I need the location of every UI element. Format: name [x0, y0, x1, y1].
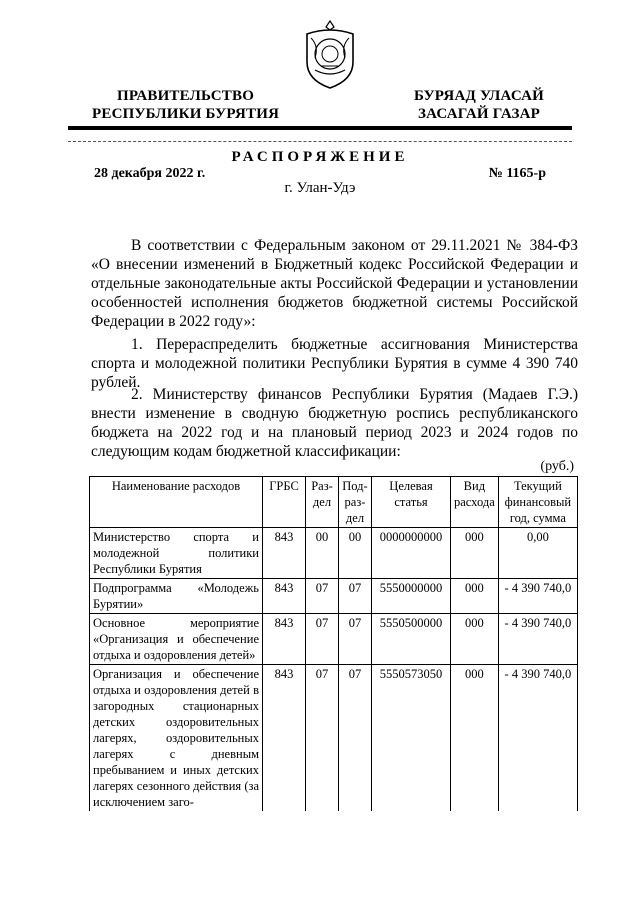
- row-summa: - 4 390 740,0: [498, 579, 577, 614]
- row-name: Основное мероприятие «Организация и обеспечение отдыха и оздоровления детей»: [90, 614, 263, 665]
- government-name-buryat: [414, 87, 544, 123]
- header-dotted-rule: [68, 141, 572, 142]
- government-name-line2: РЕСПУБЛИКИ БУРЯТИЯ: [92, 106, 280, 122]
- row-grbs: 843: [263, 614, 306, 665]
- clause-1-paragraph: 1. Перераспределить бюджетные ассигнования Министерства спорта и молодежной политики Республики Бурятия в сумме 4 390 740 рублей.: [91, 336, 578, 391]
- row-statya: 5550000000: [372, 579, 451, 614]
- government-name-russian: [92, 87, 279, 123]
- table-row: [90, 579, 578, 614]
- table-row: [90, 614, 578, 665]
- government-name-buryat-line1: БУРЯАД УЛАСАЙ: [414, 88, 545, 104]
- row-vid: 000: [451, 579, 499, 614]
- row-podrazdel: 00: [339, 528, 372, 579]
- row-name: Подпрограмма «Молодежь Бурятии»: [90, 579, 263, 614]
- document-title: РАСПОРЯЖЕНИЕ: [231, 149, 409, 165]
- document-date: 28 декабря 2022 г.: [94, 166, 206, 181]
- table-row: [90, 528, 578, 579]
- row-razdel: 07: [306, 665, 339, 812]
- preamble-paragraph: В соответствии с Федеральным законом от 29.11.2021 № 384-ФЗ «О внесении изменений в Бюджетный кодекс Российской Федерации и отдельные законодательные акты Российской Федерации и установлении особенностей исполнения бюджетов бюджетной системы Российской Федерации в 2022 году»:: [91, 237, 578, 330]
- currency-unit: (руб.): [540, 459, 574, 474]
- document-number: № 1165-р: [488, 166, 546, 181]
- row-podrazdel: 07: [339, 665, 372, 812]
- row-vid: 000: [451, 665, 499, 812]
- clause-2-paragraph: 2. Министерству финансов Республики Бурятия (Мадаев Г.Э.) внести изменение в сводную бюджетную роспись республиканского бюджета на 2022 год и на плановый период 2023 и 2024 годов по следующим кодам бюджетной классификации:: [91, 386, 578, 460]
- row-razdel: 00: [306, 528, 339, 579]
- row-podrazdel: 07: [339, 579, 372, 614]
- header-grbs: ГРБС: [263, 477, 306, 528]
- row-statya: 0000000000: [372, 528, 451, 579]
- header-name: Наименование расходов: [90, 477, 263, 528]
- row-summa: - 4 390 740,0: [498, 665, 577, 812]
- row-name: Министерство спорта и молодежной политики Республики Бурятия: [90, 528, 263, 579]
- document-city: г. Улан-Удэ: [284, 180, 356, 196]
- coat-of-arms-emblem: [299, 18, 361, 90]
- row-statya: 5550573050: [372, 665, 451, 812]
- government-name-buryat-line2: ЗАСАГАЙ ГАЗАР: [418, 106, 540, 122]
- row-summa: - 4 390 740,0: [498, 614, 577, 665]
- header-rule: [68, 126, 572, 130]
- row-statya: 5550500000: [372, 614, 451, 665]
- header-summa: Текущий финансовый год, сумма: [498, 477, 577, 528]
- table-header-row: [90, 477, 578, 528]
- row-vid: 000: [451, 528, 499, 579]
- row-vid: 000: [451, 614, 499, 665]
- row-grbs: 843: [263, 665, 306, 812]
- row-podrazdel: 07: [339, 614, 372, 665]
- row-name: Организация и обеспечение отдыха и оздоровления детей в загородных стационарных детских оздоровительных лагерях, оздоровительных лагерях с дневным пребыванием и иных детских лагерях сезонного действия (за исключением заго-: [90, 665, 263, 812]
- header-statya: Целевая статья: [372, 477, 451, 528]
- row-razdel: 07: [306, 614, 339, 665]
- table-row: [90, 665, 578, 812]
- row-razdel: 07: [306, 579, 339, 614]
- budget-table: [89, 476, 578, 811]
- row-grbs: 843: [263, 579, 306, 614]
- header-vid: Вид расхода: [451, 477, 499, 528]
- row-grbs: 843: [263, 528, 306, 579]
- government-name-line1: ПРАВИТЕЛЬСТВО: [117, 88, 255, 104]
- row-summa: 0,00: [498, 528, 577, 579]
- header-podrazdel: Под-раз-дел: [339, 477, 372, 528]
- header-razdel: Раз-дел: [306, 477, 339, 528]
